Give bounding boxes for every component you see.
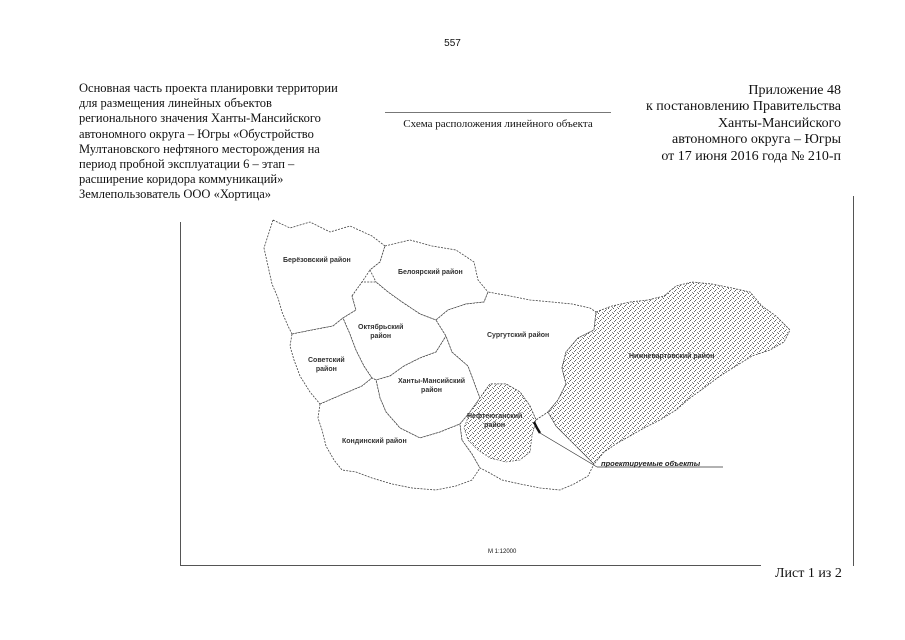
district-label-nizhnevartovsky: Нижневартовский район — [629, 353, 715, 360]
district-label-sovetsky — [308, 356, 345, 374]
district-label-line: район — [484, 422, 506, 429]
land-user-line: Землепользователь ООО «Хортица» — [79, 187, 272, 202]
district-label-surgutsky: Сургутский район — [487, 332, 550, 339]
appendix-line: к постановлению Правительства — [645, 99, 841, 115]
project-title-line: автономного округа – Югры «Обустройство — [79, 126, 314, 141]
district-label-oktyabrsky — [358, 323, 403, 341]
district-label-line: район — [421, 387, 443, 394]
appendix-line: автономного округа – Югры — [672, 132, 841, 148]
project-title-line: Основная часть проекта планировки территории — [79, 81, 338, 95]
project-title-line: расширение коридора коммуникаций» — [79, 172, 284, 187]
project-title-line: Мултановского нефтяного месторождения на — [79, 141, 320, 156]
appendix-line: от 17 июня 2016 года № 210-п — [661, 148, 841, 164]
district-label-line: район — [370, 333, 392, 340]
legend-projected-objects: проектируемые объекты — [601, 459, 701, 468]
district-label-line: Октябрьский — [358, 324, 404, 331]
district-label-nefteyugansky — [467, 412, 522, 430]
district-label-kondinsky: Кондинский район — [342, 438, 407, 445]
project-title-line: для размещения линейных объектов — [79, 96, 272, 111]
district-label-khanty-mansiysky — [398, 377, 465, 395]
sheet-number: Лист 1 из 2 — [775, 566, 842, 581]
map-scale: М 1:12000 — [488, 549, 517, 555]
project-title-line: регионального значения Ханты-Мансийского — [79, 111, 321, 126]
appendix-line: Ханты-Мансийского — [717, 115, 841, 131]
district-label-berezovsky: Берёзовский район — [283, 257, 351, 264]
page-number: 557 — [444, 38, 461, 49]
appendix-line: Приложение 48 — [748, 83, 841, 98]
district-label-beloyarsky: Белоярский район — [398, 269, 463, 276]
district-label-line: Советский — [308, 357, 345, 364]
project-title-line: период пробной эксплуатации 6 – этап – — [79, 157, 295, 172]
scheme-caption: Схема расположения линейного объекта — [385, 112, 611, 130]
district-label-line: район — [315, 366, 337, 373]
district-label-line: Ханты-Мансийский — [398, 378, 466, 385]
district-label-line: Нефтеюганский — [467, 413, 523, 420]
